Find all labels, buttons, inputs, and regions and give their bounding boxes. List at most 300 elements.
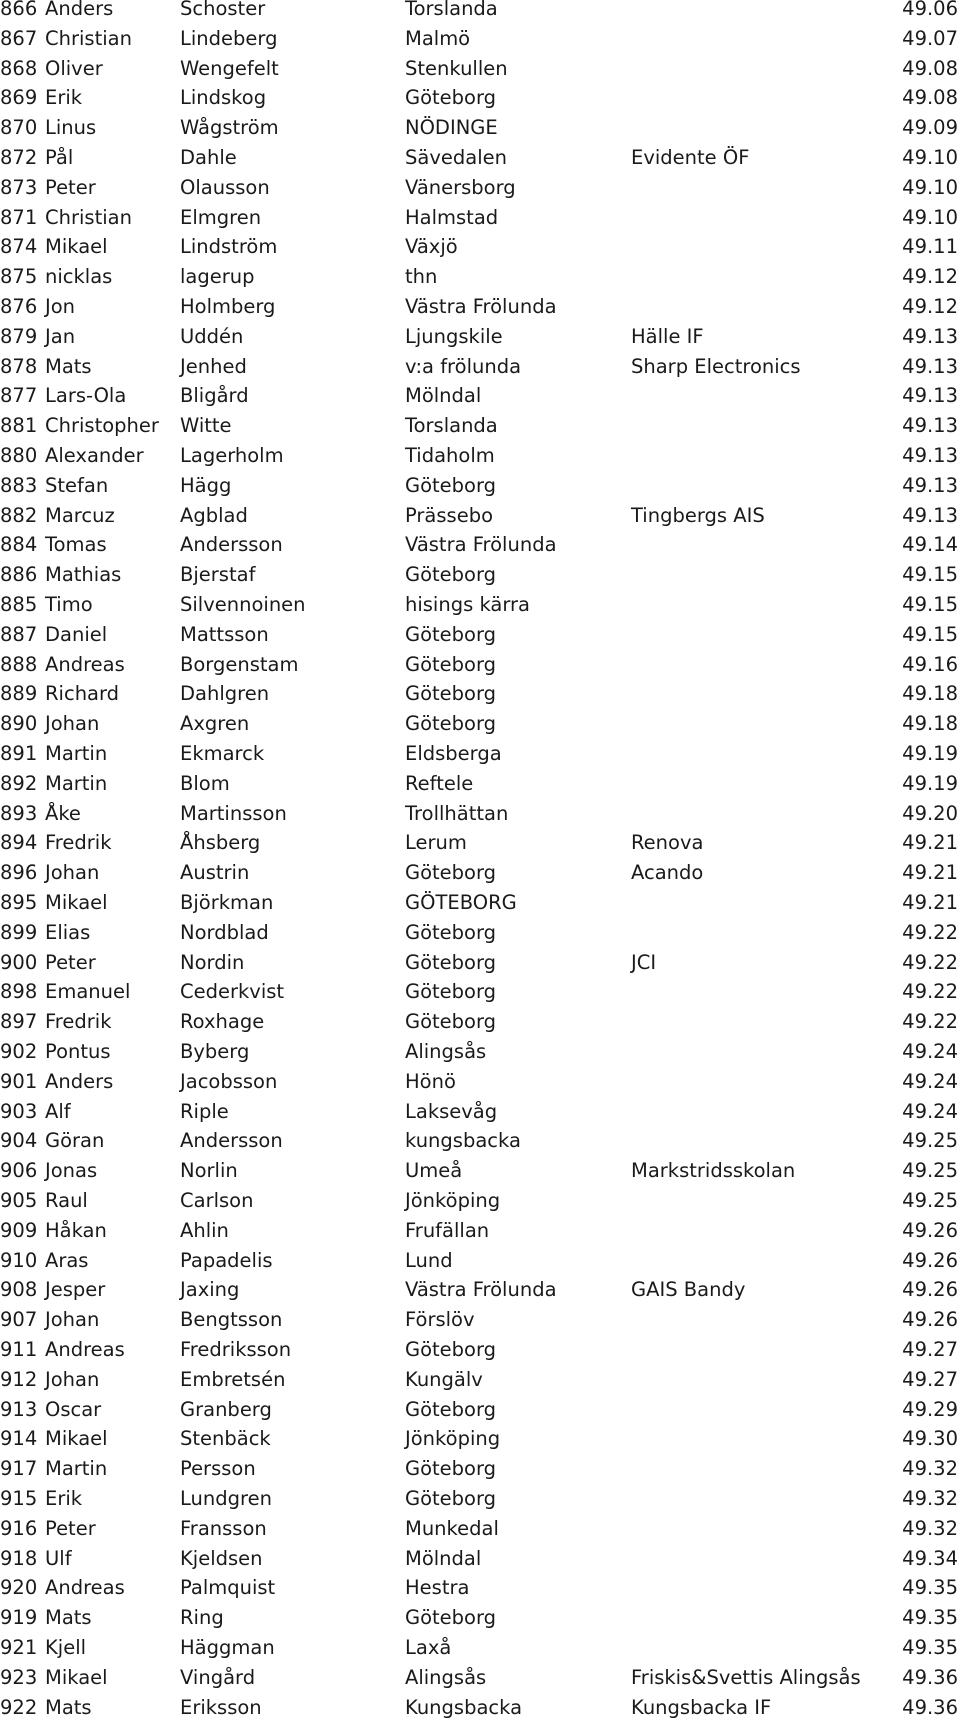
first-name: Jesper (45, 1278, 106, 1302)
first-name: Johan (45, 712, 100, 736)
finish-time: 49.25 (902, 1129, 958, 1153)
city: Malmö (405, 26, 471, 50)
city: Reftele (405, 771, 474, 795)
result-row (0, 620, 960, 650)
first-name: Pål (45, 146, 74, 169)
finish-time: 49.13 (902, 384, 958, 408)
result-row (0, 530, 960, 560)
first-name: Johan (45, 861, 100, 885)
last-name: Andersson (180, 1129, 283, 1153)
result-row (0, 560, 960, 590)
result-row (0, 501, 960, 531)
result-row (0, 232, 960, 262)
start-number: 899 (0, 920, 38, 944)
result-row (0, 54, 960, 84)
start-number: 872 (0, 146, 38, 169)
last-name: Uddén (180, 324, 244, 348)
finish-time: 49.06 (902, 0, 958, 20)
first-name: Timo (45, 593, 93, 616)
result-row (0, 948, 960, 978)
city: Eldsberga (405, 742, 502, 765)
start-number: 888 (0, 652, 38, 676)
result-row (0, 292, 960, 322)
first-name: Aras (45, 1248, 89, 1272)
finish-time: 49.19 (902, 771, 958, 795)
city: Göteborg (405, 86, 497, 110)
finish-time: 49.18 (902, 712, 958, 736)
last-name: Persson (180, 1457, 256, 1481)
last-name: Nordblad (180, 920, 269, 944)
finish-time: 49.29 (902, 1397, 958, 1421)
last-name: Cederkvist (180, 980, 285, 1004)
city: Västra Frölunda (405, 1278, 557, 1302)
result-row (0, 173, 960, 203)
start-number: 914 (0, 1427, 38, 1451)
first-name: Alexander (45, 444, 144, 467)
finish-time: 49.13 (902, 354, 958, 378)
club: Evidente ÖF (631, 146, 750, 169)
last-name: lagerup (180, 265, 255, 289)
finish-time: 49.34 (902, 1546, 958, 1570)
last-name: Vingård (180, 1665, 256, 1689)
result-row (0, 1097, 960, 1127)
last-name: Riple (180, 1099, 229, 1123)
first-name: Jan (45, 324, 76, 348)
first-name: Daniel (45, 622, 108, 646)
start-number: 869 (0, 86, 38, 110)
city: Sävedalen (405, 146, 507, 169)
city: Lerum (405, 831, 467, 855)
city: Laxå (405, 1636, 452, 1659)
start-number: 905 (0, 1189, 38, 1212)
city: Torslanda (405, 414, 498, 438)
first-name: Christian (45, 26, 132, 50)
city: Halmstad (405, 205, 499, 229)
first-name: Mats (45, 1606, 92, 1630)
result-row (0, 858, 960, 888)
result-row (0, 1454, 960, 1484)
city: Göteborg (405, 1606, 497, 1630)
last-name: Andersson (180, 533, 283, 557)
result-row (0, 1573, 960, 1603)
start-number: 876 (0, 295, 38, 318)
start-number: 878 (0, 354, 38, 378)
result-row (0, 1305, 960, 1335)
first-name: Mathias (45, 563, 122, 587)
finish-time: 49.22 (902, 1010, 958, 1034)
result-row (0, 1544, 960, 1574)
last-name: Eriksson (180, 1695, 262, 1719)
last-name: Carlson (180, 1189, 254, 1212)
start-number: 910 (0, 1248, 38, 1272)
start-number: 868 (0, 56, 38, 80)
finish-time: 49.21 (902, 891, 958, 914)
last-name: Silvennoinen (180, 593, 306, 616)
last-name: Embretsén (180, 1367, 286, 1391)
start-number: 909 (0, 1218, 38, 1242)
finish-time: 49.15 (902, 622, 958, 646)
city: Göteborg (405, 622, 497, 646)
first-name: Oscar (45, 1397, 102, 1421)
finish-time: 49.13 (902, 473, 958, 497)
finish-time: 49.21 (902, 831, 958, 855)
finish-time: 49.36 (902, 1695, 958, 1719)
last-name: Bligård (180, 384, 249, 408)
last-name: Bengtsson (180, 1308, 283, 1332)
start-number: 881 (0, 414, 38, 438)
start-number: 866 (0, 0, 38, 20)
city: Trollhättan (405, 801, 509, 825)
club: Markstridsskolan (631, 1159, 796, 1183)
city: Göteborg (405, 682, 497, 706)
finish-time: 49.12 (902, 265, 958, 289)
club: Renova (631, 831, 704, 855)
last-name: Holmberg (180, 295, 276, 318)
city: Göteborg (405, 950, 497, 974)
club: Sharp Electronics (631, 354, 801, 378)
start-number: 895 (0, 891, 38, 914)
last-name: Fredriksson (180, 1338, 292, 1361)
result-row (0, 1275, 960, 1305)
city: Mölndal (405, 1546, 482, 1570)
result-row (0, 918, 960, 948)
first-name: Raul (45, 1189, 88, 1212)
start-number: 887 (0, 622, 38, 646)
start-number: 896 (0, 861, 38, 885)
first-name: Andreas (45, 1576, 125, 1600)
city: Ljungskile (405, 324, 503, 348)
start-number: 891 (0, 742, 38, 765)
first-name: Emanuel (45, 980, 131, 1004)
first-name: Oliver (45, 56, 103, 80)
finish-time: 49.30 (902, 1427, 958, 1451)
first-name: Martin (45, 742, 108, 765)
start-number: 904 (0, 1129, 38, 1153)
city: hisings kärra (405, 593, 530, 616)
result-row (0, 1484, 960, 1514)
last-name: Wågström (180, 116, 279, 140)
start-number: 922 (0, 1695, 38, 1719)
finish-time: 49.10 (902, 205, 958, 229)
first-name: Mikael (45, 1427, 108, 1451)
last-name: Kjeldsen (180, 1546, 263, 1570)
last-name: Blom (180, 771, 230, 795)
last-name: Lindskog (180, 86, 267, 110)
city: Jönköping (405, 1427, 501, 1451)
city: Göteborg (405, 473, 497, 497)
result-row (0, 1514, 960, 1544)
start-number: 889 (0, 682, 38, 706)
finish-time: 49.27 (902, 1338, 958, 1361)
city: NÖDINGE (405, 116, 498, 140)
result-row (0, 1663, 960, 1693)
result-row (0, 1633, 960, 1663)
result-row (0, 471, 960, 501)
start-number: 911 (0, 1338, 38, 1361)
first-name: Andreas (45, 652, 125, 676)
finish-time: 49.32 (902, 1487, 958, 1510)
start-number: 890 (0, 712, 38, 736)
first-name: Mats (45, 1695, 92, 1719)
city: Kungsbacka (405, 1695, 523, 1719)
finish-time: 49.19 (902, 742, 958, 765)
finish-time: 49.35 (902, 1576, 958, 1600)
start-number: 874 (0, 235, 38, 259)
city: Göteborg (405, 563, 497, 587)
last-name: Witte (180, 414, 232, 438)
city: Hönö (405, 1069, 456, 1093)
finish-time: 49.35 (902, 1636, 958, 1659)
start-number: 880 (0, 444, 38, 467)
result-row (0, 1693, 960, 1723)
finish-time: 49.32 (902, 1457, 958, 1481)
last-name: Olausson (180, 175, 270, 199)
first-name: Andreas (45, 1338, 125, 1361)
result-row (0, 1126, 960, 1156)
last-name: Lundgren (180, 1487, 272, 1510)
finish-time: 49.10 (902, 175, 958, 199)
last-name: Lindström (180, 235, 278, 259)
start-number: 901 (0, 1069, 38, 1093)
club: Hälle IF (631, 324, 704, 348)
last-name: Ahlin (180, 1218, 229, 1242)
city: Göteborg (405, 861, 497, 885)
start-number: 893 (0, 801, 38, 825)
first-name: Johan (45, 1308, 100, 1332)
result-row (0, 1156, 960, 1186)
finish-time: 49.25 (902, 1189, 958, 1212)
last-name: Ring (180, 1606, 224, 1630)
start-number: 879 (0, 324, 38, 348)
start-number: 912 (0, 1367, 38, 1391)
finish-time: 49.07 (902, 26, 958, 50)
start-number: 902 (0, 1040, 38, 1063)
first-name: Fredrik (45, 831, 112, 855)
first-name: Peter (45, 1516, 96, 1540)
finish-time: 49.13 (902, 444, 958, 467)
first-name: Linus (45, 116, 97, 140)
start-number: 915 (0, 1487, 38, 1510)
start-number: 898 (0, 980, 38, 1004)
result-row (0, 799, 960, 829)
start-number: 921 (0, 1636, 38, 1659)
last-name: Schoster (180, 0, 266, 20)
last-name: Ekmarck (180, 742, 265, 765)
finish-time: 49.26 (902, 1218, 958, 1242)
finish-time: 49.15 (902, 563, 958, 587)
last-name: Jenhed (180, 354, 247, 378)
last-name: Nordin (180, 950, 245, 974)
last-name: Roxhage (180, 1010, 265, 1034)
city: Mölndal (405, 384, 482, 408)
finish-time: 49.32 (902, 1516, 958, 1540)
first-name: Alf (45, 1099, 71, 1123)
last-name: Elmgren (180, 205, 262, 229)
city: Göteborg (405, 1338, 497, 1361)
finish-time: 49.22 (902, 920, 958, 944)
city: Lund (405, 1248, 453, 1272)
result-row (0, 1246, 960, 1276)
city: Stenkullen (405, 56, 508, 80)
city: Göteborg (405, 1397, 497, 1421)
finish-time: 49.18 (902, 682, 958, 706)
result-row (0, 739, 960, 769)
last-name: Stenbäck (180, 1427, 271, 1451)
first-name: Tomas (45, 533, 107, 557)
first-name: Johan (45, 1367, 100, 1391)
result-row (0, 411, 960, 441)
last-name: Papadelis (180, 1248, 273, 1272)
start-number: 900 (0, 950, 38, 974)
finish-time: 49.27 (902, 1367, 958, 1391)
club: Tingbergs AIS (631, 503, 765, 527)
result-row (0, 1424, 960, 1454)
result-row (0, 828, 960, 858)
first-name: Mikael (45, 891, 108, 914)
result-row (0, 0, 960, 24)
result-row (0, 1037, 960, 1067)
first-name: Jon (45, 295, 76, 318)
start-number: 917 (0, 1457, 38, 1481)
result-row (0, 262, 960, 292)
first-name: Martin (45, 771, 108, 795)
last-name: Jaxing (180, 1278, 240, 1302)
finish-time: 49.22 (902, 950, 958, 974)
start-number: 907 (0, 1308, 38, 1332)
result-row (0, 590, 960, 620)
city: v:a frölunda (405, 354, 522, 378)
start-number: 870 (0, 116, 38, 140)
first-name: Peter (45, 175, 96, 199)
result-row (0, 977, 960, 1007)
city: Frufällan (405, 1218, 490, 1242)
last-name: Mattsson (180, 622, 269, 646)
result-row (0, 83, 960, 113)
first-name: Håkan (45, 1218, 107, 1242)
start-number: 886 (0, 563, 38, 587)
start-number: 875 (0, 265, 38, 289)
result-row (0, 1603, 960, 1633)
start-number: 913 (0, 1397, 38, 1421)
finish-time: 49.13 (902, 324, 958, 348)
result-row (0, 1007, 960, 1037)
last-name: Jacobsson (180, 1069, 278, 1093)
city: Kungälv (405, 1367, 483, 1391)
last-name: Bjerstaf (180, 563, 256, 587)
last-name: Björkman (180, 891, 274, 914)
first-name: Marcuz (45, 503, 115, 527)
city: Laksevåg (405, 1099, 498, 1123)
first-name: Pontus (45, 1040, 111, 1063)
finish-time: 49.26 (902, 1308, 958, 1332)
last-name: Austrin (180, 861, 250, 885)
last-name: Dahle (180, 146, 237, 169)
finish-time: 49.24 (902, 1069, 958, 1093)
city: Göteborg (405, 980, 497, 1004)
first-name: Anders (45, 1069, 114, 1093)
city: Tidaholm (405, 444, 495, 467)
city: Alingsås (405, 1665, 487, 1689)
last-name: Lindeberg (180, 26, 278, 50)
last-name: Lagerholm (180, 444, 284, 467)
finish-time: 49.36 (902, 1665, 958, 1689)
finish-time: 49.16 (902, 652, 958, 676)
result-row (0, 203, 960, 233)
last-name: Hägg (180, 473, 232, 497)
finish-time: 49.13 (902, 414, 958, 438)
finish-time: 49.25 (902, 1159, 958, 1183)
first-name: Mikael (45, 1665, 108, 1689)
result-row (0, 24, 960, 54)
last-name: Byberg (180, 1040, 250, 1063)
city: Förslöv (405, 1308, 475, 1332)
finish-time: 49.11 (902, 235, 958, 259)
first-name: nicklas (45, 265, 113, 289)
last-name: Axgren (180, 712, 250, 736)
result-row (0, 143, 960, 173)
last-name: Norlin (180, 1159, 238, 1183)
city: Göteborg (405, 712, 497, 736)
first-name: Peter (45, 950, 96, 974)
start-number: 892 (0, 771, 38, 795)
city: Torslanda (405, 0, 498, 20)
first-name: Fredrik (45, 1010, 112, 1034)
first-name: Christopher (45, 414, 159, 438)
result-row (0, 441, 960, 471)
first-name: Christian (45, 205, 132, 229)
city: Göteborg (405, 1010, 497, 1034)
club: Acando (631, 861, 704, 885)
last-name: Agblad (180, 503, 248, 527)
city: Göteborg (405, 1487, 497, 1510)
finish-time: 49.26 (902, 1278, 958, 1302)
start-number: 906 (0, 1159, 38, 1183)
city: Västra Frölunda (405, 295, 557, 318)
first-name: Richard (45, 682, 120, 706)
start-number: 877 (0, 384, 38, 408)
start-number: 883 (0, 473, 38, 497)
finish-time: 49.14 (902, 533, 958, 557)
city: Munkedal (405, 1516, 499, 1540)
last-name: Martinsson (180, 801, 287, 825)
start-number: 918 (0, 1546, 38, 1570)
club: JCI (631, 950, 657, 974)
last-name: Palmquist (180, 1576, 276, 1600)
start-number: 920 (0, 1576, 38, 1600)
start-number: 882 (0, 503, 38, 527)
first-name: Jonas (45, 1159, 98, 1183)
first-name: Stefan (45, 473, 109, 497)
first-name: Mats (45, 354, 92, 378)
start-number: 908 (0, 1278, 38, 1302)
last-name: Borgenstam (180, 652, 299, 676)
first-name: Göran (45, 1129, 105, 1153)
first-name: Ulf (45, 1546, 72, 1570)
result-row (0, 1395, 960, 1425)
finish-time: 49.08 (902, 86, 958, 110)
city: Umeå (405, 1159, 463, 1183)
first-name: Lars-Ola (45, 384, 127, 408)
city: Göteborg (405, 1457, 497, 1481)
finish-time: 49.26 (902, 1248, 958, 1272)
first-name: Erik (45, 1487, 83, 1510)
first-name: Erik (45, 86, 83, 110)
city: Västra Frölunda (405, 533, 557, 557)
result-row (0, 769, 960, 799)
finish-time: 49.22 (902, 980, 958, 1004)
result-row (0, 322, 960, 352)
last-name: Wengefelt (180, 56, 279, 80)
